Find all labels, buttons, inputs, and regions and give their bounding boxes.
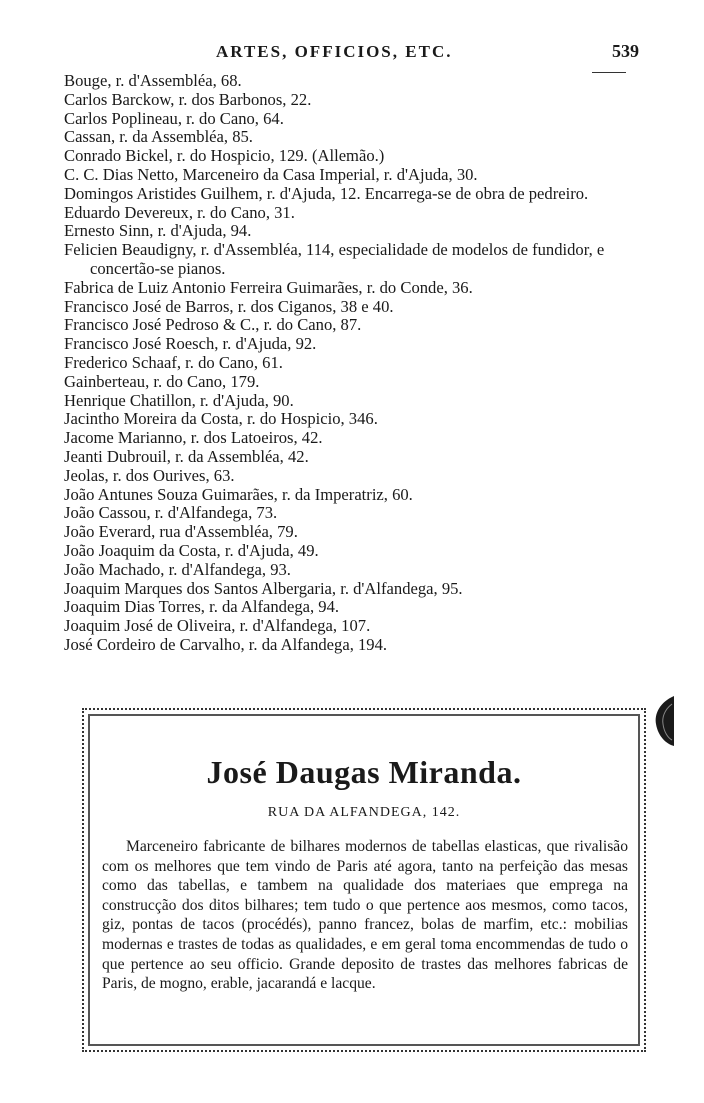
directory-entry: Joaquim Dias Torres, r. da Alfandega, 94. [64, 597, 340, 617]
directory-entry: João Joaquim da Costa, r. d'Ajuda, 49. [64, 540, 319, 560]
directory-entry: José Cordeiro de Carvalho, r. da Alfandega, 194. [64, 634, 388, 654]
directory-entry: Felicien Beaudigny, r. d'Assembléa, 114, especialidade de modelos de fundidor, e concertão-se pianos. [64, 240, 605, 278]
directory-entry: Eduardo Devereux, r. do Cano, 31. [64, 202, 295, 222]
directory-entry: Francisco José Pedroso & C., r. do Cano, 87. [64, 315, 362, 335]
directory-entry: Carlos Barckow, r. dos Barbonos, 22. [64, 89, 312, 109]
directory-entry: Jeanti Dubrouil, r. da Assembléa, 42. [64, 446, 309, 466]
directory-entry: Henrique Chatillon, r. d'Ajuda, 90. [64, 390, 294, 410]
advertisement-box [82, 708, 646, 1052]
advertisement-content [98, 724, 630, 1036]
directory-entry: Frederico Schaaf, r. do Cano, 61. [64, 352, 283, 372]
directory-entry: Gainberteau, r. do Cano, 179. [64, 371, 260, 391]
directory-entry: Domingos Aristides Guilhem, r. d'Ajuda, 12. Encarrega-se de obra de pedreiro. [64, 183, 589, 203]
directory-entry: João Machado, r. d'Alfandega, 93. [64, 559, 291, 579]
directory-entry: Carlos Poplineau, r. do Cano, 64. [64, 108, 284, 128]
directory-entry: Jacintho Moreira da Costa, r. do Hospicio, 346. [64, 409, 378, 429]
directory-entry: Bouge, r. d'Assembléa, 68. [64, 71, 242, 90]
advertiser-name: José Daugas Miranda. [206, 754, 522, 790]
page-edge-ornament-icon [650, 694, 676, 748]
directory-entry: Fabrica de Luiz Antonio Ferreira Guimarães, r. do Conde, 36. [64, 277, 473, 297]
directory-list [64, 72, 644, 655]
directory-entry: Francisco José de Barros, r. dos Ciganos, 38 e 40. [64, 296, 394, 316]
directory-entry: Ernesto Sinn, r. d'Ajuda, 94. [64, 221, 252, 241]
directory-entry: João Everard, rua d'Assembléa, 79. [64, 522, 298, 542]
advertiser-address: RUA DA ALFANDEGA, 142. [267, 805, 461, 820]
directory-entry: C. C. Dias Netto, Marceneiro da Casa Imperial, r. d'Ajuda, 30. [64, 164, 478, 184]
directory-entry: Joaquim Marques dos Santos Albergaria, r. d'Alfandega, 95. [64, 578, 463, 598]
directory-entry: Cassan, r. da Assembléa, 85. [64, 127, 253, 147]
directory-entry: João Antunes Souza Guimarães, r. da Imperatriz, 60. [64, 484, 413, 504]
directory-entry: Jacome Marianno, r. dos Latoeiros, 42. [64, 428, 323, 448]
page-header [0, 40, 704, 66]
directory-entry: Francisco José Roesch, r. d'Ajuda, 92. [64, 334, 317, 354]
running-title: ARTES, OFFICIOS, ETC. [216, 42, 453, 61]
directory-entry: Jeolas, r. dos Ourives, 63. [64, 465, 235, 485]
directory-entry: Joaquim José de Oliveira, r. d'Alfandega, 107. [64, 616, 371, 636]
advertisement-text: Marceneiro fabricante de bilhares modernos de tabellas elasticas, que rivalisão com os melhores que tem vindo de Paris até agora, tanto na perfeição das mesas como das tabellas, e tambem na qualidade dos materiaes que emprega na construcção dos ditos bilhares; tem tudo o que pertence aos mesmos, como tacos, giz, pontas de tacos (procédés), panno francez, bolas de marfim, etc.: mobilias modernas e trastes de todas as qualidades, e em geral toma encommendas de tudo o que pertence ao seu officio. Grande deposito de trastes das melhores fabricas de Paris, de mogno, erable, jacarandá e lacque. [102, 838, 628, 993]
directory-entry: Conrado Bickel, r. do Hospicio, 129. (Allemão.) [64, 146, 385, 166]
directory-entry: João Cassou, r. d'Alfandega, 73. [64, 503, 278, 523]
page-number: 539 [612, 41, 639, 61]
